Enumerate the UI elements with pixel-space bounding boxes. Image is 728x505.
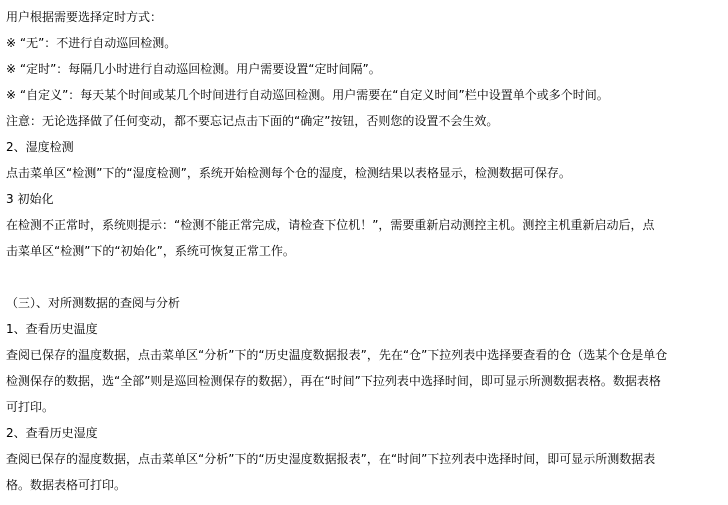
paragraph-line: 击菜单区“检测”下的“初始化”，系统可恢复正常工作。 <box>6 244 295 258</box>
section-heading: 2、湿度检测 <box>6 140 74 154</box>
section-heading: 3 初始化 <box>6 192 54 206</box>
paragraph-line: 点击菜单区“检测”下的“湿度检测”，系统开始检测每个仓的湿度，检测结果以表格显示，检测数据可保存。 <box>6 166 571 180</box>
paragraph-line: 查阅已保存的温度数据，点击菜单区“分析”下的“历史温度数据报表”，先在“仓”下拉列表中选择要查看的仓（选某个仓是单仓 <box>6 348 668 362</box>
paragraph-line: 检测保存的数据，选“全部”则是巡回检测保存的数据），再在“时间”下拉列表中选择时间，即可显示所测数据表格。数据表格 <box>6 374 661 388</box>
option-timed: ※ “定时”：每隔几小时进行自动巡回检测。用户需要设置“定时间隔”。 <box>6 62 381 76</box>
paragraph-line: 在检测不正常时，系统则提示：“检测不能正常完成，请检查下位机！”，需要重新启动测控主机。测控主机重新启动后，点 <box>6 218 655 232</box>
paragraph-line: 可打印。 <box>6 400 55 414</box>
chapter-heading: （三）、对所测数据的查阅与分析 <box>6 296 181 310</box>
paragraph-line: 查阅已保存的湿度数据，点击菜单区“分析”下的“历史湿度数据报表”，在“时间”下拉列表中选择时间，即可显示所测数据表 <box>6 452 656 466</box>
paragraph-line: 格。数据表格可打印。 <box>6 478 127 492</box>
section-heading: 1、查看历史温度 <box>6 322 98 336</box>
note-line: 注意：无论选择做了任何变动，都不要忘记点击下面的“确定”按钮，否则您的设置不会生效。 <box>6 114 499 128</box>
option-none: ※ “无”：不进行自动巡回检测。 <box>6 36 177 50</box>
section-heading: 2、查看历史湿度 <box>6 426 98 440</box>
option-custom: ※ “自定义”：每天某个时间或某几个时间进行自动巡回检测。用户需要在“自定义时间”栏中设置单个或多个时间。 <box>6 88 609 102</box>
intro-line: 用户根据需要选择定时方式： <box>6 10 163 24</box>
